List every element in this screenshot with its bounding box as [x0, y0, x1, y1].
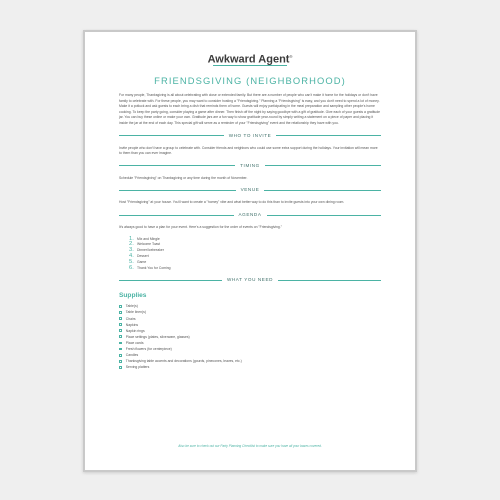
section-heading-who [119, 132, 381, 140]
checklist-label: Fresh flowers (for centerpiece) [125, 347, 172, 352]
checkbox[interactable] [119, 348, 122, 351]
checkbox[interactable] [119, 323, 122, 326]
agenda-label: Game [137, 259, 147, 264]
divider [267, 215, 382, 216]
checklist-label: Candles [125, 353, 139, 358]
agenda-label: Dessert [137, 253, 149, 258]
checklist-label: Table(s) [125, 304, 138, 309]
checkbox[interactable] [119, 366, 122, 369]
agenda-number: 2. [129, 241, 134, 248]
divider [264, 190, 381, 191]
divider [119, 165, 235, 166]
agenda-number: 5. [129, 258, 134, 265]
document-page [83, 30, 417, 472]
checklist-label: Serving platters [125, 365, 150, 370]
agenda-label: Dinner/Icebreaker [137, 248, 164, 253]
venue-paragraph: Host "Friendsgiving" at your house. You'll want to create a "homey" vibe and what better way to do this than to invite guests into your own dining room. [119, 200, 345, 205]
checkbox[interactable] [119, 311, 122, 314]
agenda-number: 4. [129, 252, 134, 259]
checkbox[interactable] [119, 335, 122, 338]
checklist-label: Place cards [125, 340, 144, 345]
divider [119, 280, 222, 281]
divider [278, 280, 381, 281]
divider [119, 190, 236, 191]
checkbox[interactable] [119, 360, 122, 363]
checklist-label: Place settings (plates, silverware, glasses) [125, 334, 190, 339]
checklist-item [119, 364, 381, 370]
divider [119, 135, 224, 136]
divider [119, 215, 234, 216]
agenda-label: Welcome Toast [137, 242, 161, 247]
who-paragraph: Invite people who don't have a group to celebrate with. Consider friends and neighbors who could use some extra support during the holidays. Your invitation will mean more to them than you can ever imagine. [119, 145, 378, 156]
supplies-title: Supplies [119, 292, 147, 300]
checkbox[interactable] [119, 354, 122, 357]
checklist-label: Chairs [125, 316, 136, 321]
page-title: FRIENDSGIVING (NEIGHBORHOOD) [154, 75, 346, 86]
intro-paragraph: For many people, Thanksgiving is all about celebrating with close or extended family. But there are a number of people who can't make it home for the holidays or don't have family to celebrate with. For these people, you may want to consider hosting a "Friendsgiving." Planning a "Friendsgiving" is easy, and you don't need to spend a lot of money. Make it a potluck and ask guests to each bring a dish that reminds them of home. Guests will enjoy participating in the meal preparation and sampling other people's home cooking. To keep the party going, consider playing a game after dinner. Then finish off the night by saying goodbye with a gift of gratitude. Give each of your guests a gratitude jar. You can buy these online or make your own. Gratitude jars are a fun way to show gratitude year-round by simply writing a statement on a piece of paper and placing it inside the jar at the end of each day. This special gift will serve as a reminder of your "Friendsgiving" event and the relationship they have with you. [119, 93, 381, 125]
checklist-label: Table linen(s) [125, 310, 146, 315]
agenda-label: Mix and Mingle [137, 236, 160, 241]
section-title: WHAT YOU NEED [226, 277, 274, 283]
section-title: WHO TO INVITE [228, 132, 272, 138]
checkbox[interactable] [119, 317, 122, 320]
agenda-number: 3. [129, 247, 134, 254]
checkbox[interactable] [119, 342, 122, 345]
agenda-number: 6. [129, 264, 134, 271]
section-heading-agenda [119, 211, 381, 219]
agenda-list [129, 237, 381, 272]
agenda-item [129, 266, 381, 272]
agenda-label: Thank You for Coming [137, 265, 171, 270]
section-heading-venue [119, 186, 381, 194]
divider [276, 135, 381, 136]
checkbox[interactable] [119, 305, 122, 308]
agenda-number: 1. [129, 235, 134, 242]
section-title: TIMING [240, 162, 260, 168]
checklist-label: Thanksgiving table accents and decorations (gourds, pinecones, leaves, etc.) [125, 359, 242, 364]
footer-note: Also be sure to check out our Party Planning Checklist to make sure you have all your bases covered. [178, 444, 322, 448]
checklist-label: Napkin rings [125, 328, 145, 333]
divider [265, 165, 381, 166]
section-heading-timing [119, 162, 381, 170]
section-heading-need [119, 276, 381, 284]
section-title: VENUE [240, 187, 260, 193]
supply-checklist [119, 303, 381, 370]
checkbox[interactable] [119, 329, 122, 332]
brand-logo: Awkward Agent® [207, 53, 293, 66]
agenda-paragraph: It's always good to have a plan for your event. Here's a suggestion for the order of events on "Friendsgiving." [119, 224, 282, 229]
checklist-label: Napkins [125, 322, 139, 327]
timing-paragraph: Schedule "Friendsgiving" on Thanksgiving or any time during the month of November. [119, 175, 248, 180]
section-title: AGENDA [238, 211, 262, 217]
